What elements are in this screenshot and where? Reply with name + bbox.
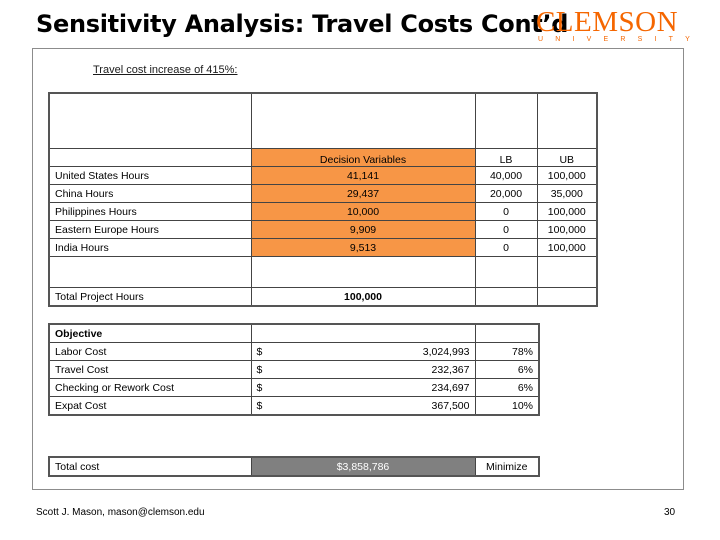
- logo-subtext: UNIVERSITY: [538, 36, 703, 43]
- cost-amount: 232,367: [431, 363, 470, 376]
- decision-variables-table: [48, 92, 598, 307]
- header-decision-variables: Decision Variables: [251, 149, 475, 167]
- row-value: 9,513: [251, 239, 475, 257]
- clemson-logo: [532, 6, 703, 43]
- cost-amount: 367,500: [431, 399, 470, 412]
- total-cost-label: Total cost: [49, 457, 251, 476]
- row-value: 10,000: [251, 203, 475, 221]
- table-row: [49, 379, 539, 397]
- table-row: [49, 239, 597, 257]
- row-label: China Hours: [49, 185, 251, 203]
- cost-amount-cell: [251, 397, 475, 416]
- objective-table: [48, 323, 540, 416]
- table-row: [49, 397, 539, 416]
- footer-author: Scott J. Mason, mason@clemson.edu: [36, 507, 205, 518]
- table-spacer-row: [49, 257, 597, 288]
- row-lb: 20,000: [475, 185, 537, 203]
- total-cost-action: Minimize: [475, 457, 539, 476]
- cost-amount-cell: [251, 361, 475, 379]
- row-lb: 40,000: [475, 167, 537, 185]
- total-hours-label: Total Project Hours: [49, 288, 251, 307]
- row-lb: 0: [475, 239, 537, 257]
- header-lb: LB: [475, 149, 537, 167]
- cost-label: Labor Cost: [49, 343, 251, 361]
- row-value: 29,437: [251, 185, 475, 203]
- currency-symbol: $: [256, 363, 263, 376]
- row-ub: 100,000: [537, 167, 597, 185]
- row-label: Philippines Hours: [49, 203, 251, 221]
- row-ub: 100,000: [537, 221, 597, 239]
- row-label: India Hours: [49, 239, 251, 257]
- total-cost-row: [49, 457, 539, 476]
- total-hours-value: 100,000: [251, 288, 475, 307]
- currency-symbol: $: [256, 345, 263, 358]
- cost-amount: 234,697: [431, 381, 470, 394]
- total-hours-row: [49, 288, 597, 307]
- row-value: 9,909: [251, 221, 475, 239]
- currency-symbol: $: [256, 399, 263, 412]
- row-ub: 100,000: [537, 203, 597, 221]
- header-ub: UB: [537, 149, 597, 167]
- table-spacer-row: [49, 93, 597, 149]
- table-row: [49, 203, 597, 221]
- total-cost-table: [48, 456, 540, 477]
- table-row: [49, 185, 597, 203]
- objective-header: Objective: [49, 324, 251, 343]
- row-ub: 35,000: [537, 185, 597, 203]
- row-ub: 100,000: [537, 239, 597, 257]
- objective-header-row: [49, 324, 539, 343]
- table-row: [49, 167, 597, 185]
- cost-percent: 6%: [475, 361, 539, 379]
- cost-amount-cell: [251, 343, 475, 361]
- scenario-subtitle: Travel cost increase of 415%:: [93, 64, 238, 76]
- row-lb: 0: [475, 203, 537, 221]
- row-label: Eastern Europe Hours: [49, 221, 251, 239]
- row-lb: 0: [475, 221, 537, 239]
- cost-amount: 3,024,993: [422, 345, 470, 358]
- slide-title: Sensitivity Analysis: Travel Costs Cont’d: [36, 10, 569, 38]
- cost-label: Expat Cost: [49, 397, 251, 416]
- table-header-row: [49, 149, 597, 167]
- logo-wordmark: CLEMSON: [535, 6, 679, 38]
- currency-symbol: $: [256, 381, 263, 394]
- cost-percent: 6%: [475, 379, 539, 397]
- table-row: [49, 343, 539, 361]
- cost-amount-cell: [251, 379, 475, 397]
- row-value: 41,141: [251, 167, 475, 185]
- cost-label: Travel Cost: [49, 361, 251, 379]
- page-number: 30: [664, 507, 676, 518]
- cost-label: Checking or Rework Cost: [49, 379, 251, 397]
- cost-percent: 78%: [475, 343, 539, 361]
- row-label: United States Hours: [49, 167, 251, 185]
- table-row: [49, 361, 539, 379]
- cost-percent: 10%: [475, 397, 539, 416]
- total-cost-value: $3,858,786: [251, 457, 475, 476]
- table-row: [49, 221, 597, 239]
